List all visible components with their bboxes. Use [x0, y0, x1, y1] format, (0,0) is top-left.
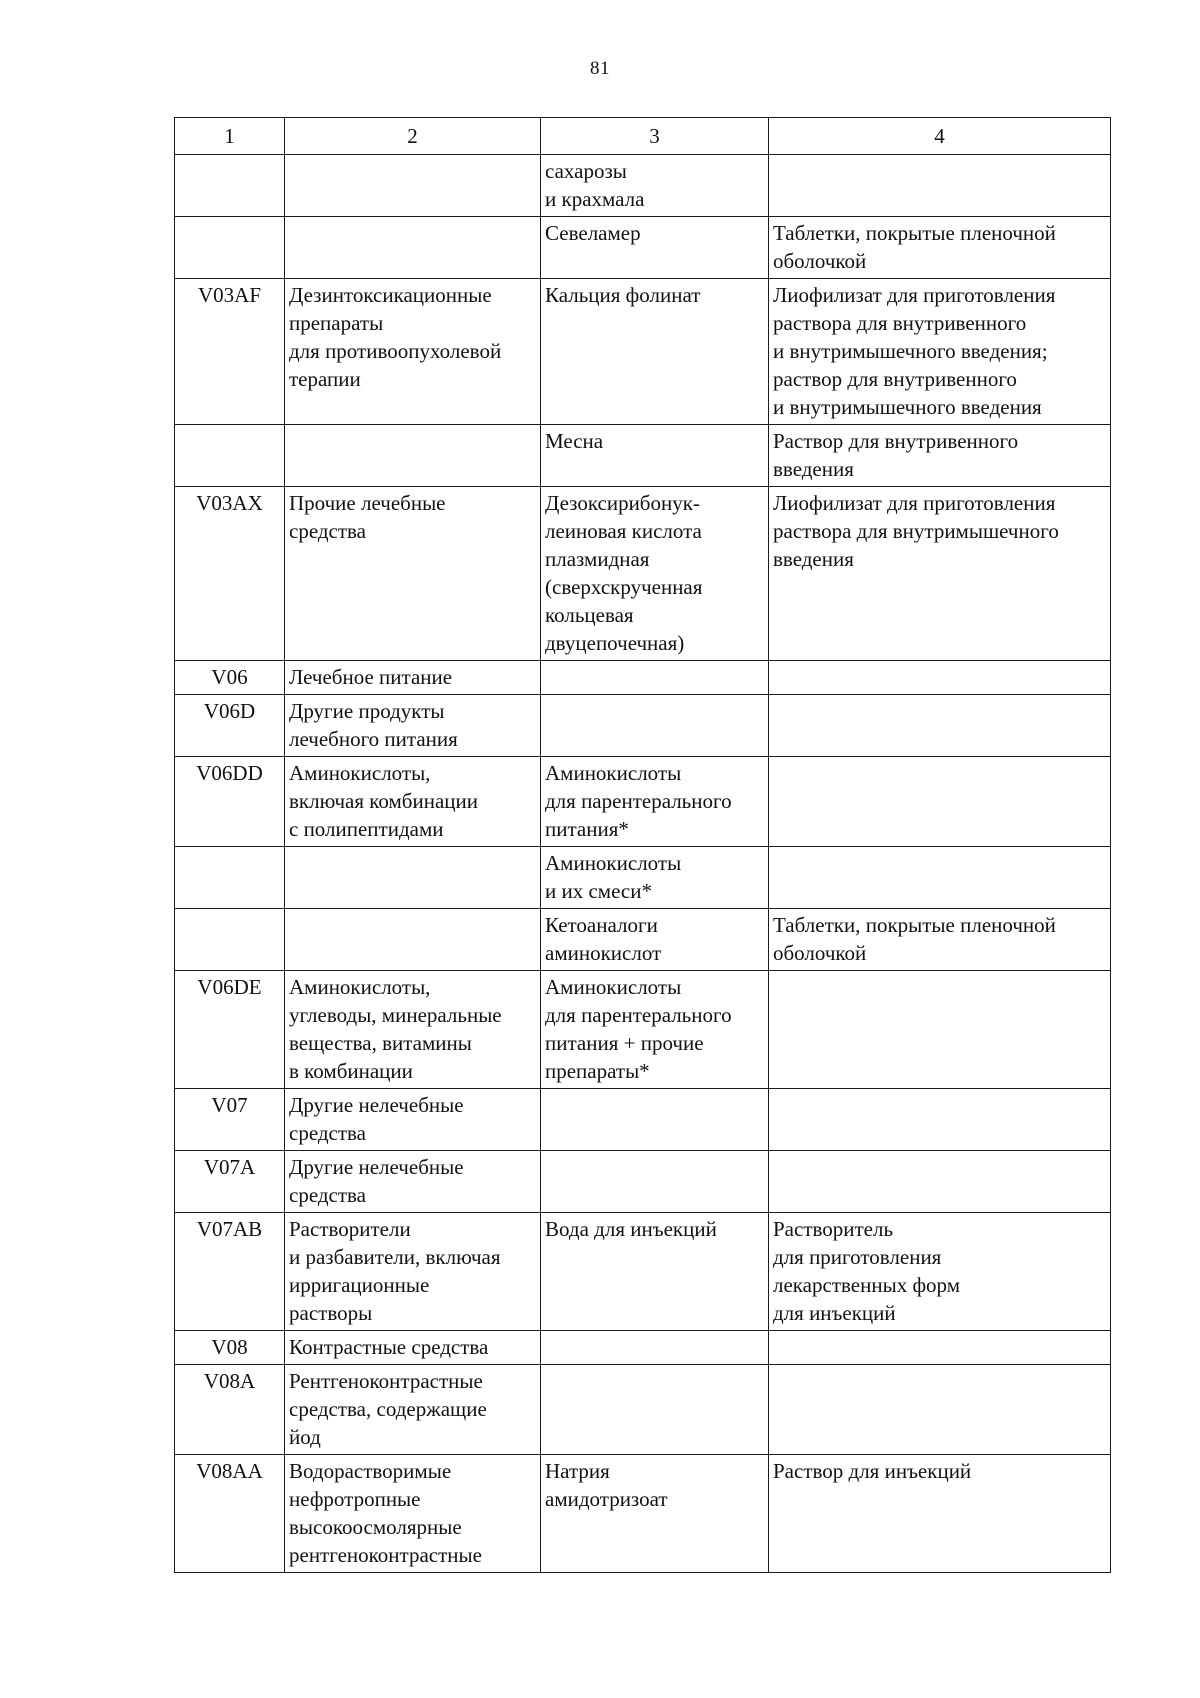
atc-code-cell: V08AA	[175, 1455, 285, 1573]
atc-code-cell: V06D	[175, 695, 285, 757]
form-cell	[769, 757, 1111, 847]
group-cell: Другие продукты лечебного питания	[285, 695, 541, 757]
table-row	[175, 217, 1111, 279]
drug-cell	[541, 661, 769, 695]
table-header-row	[175, 118, 1111, 155]
form-cell	[769, 1089, 1111, 1151]
atc-code-cell: V03AX	[175, 487, 285, 661]
atc-code-cell: V07AB	[175, 1213, 285, 1331]
group-cell	[285, 425, 541, 487]
group-cell: Рентгеноконтрастные средства, содержащие йод	[285, 1365, 541, 1455]
form-cell	[769, 661, 1111, 695]
group-cell: Прочие лечебные средства	[285, 487, 541, 661]
form-cell	[769, 155, 1111, 217]
form-cell	[769, 1331, 1111, 1365]
drug-cell: сахарозы и крахмала	[541, 155, 769, 217]
atc-code-cell: V06	[175, 661, 285, 695]
drug-cell	[541, 1365, 769, 1455]
table-row	[175, 487, 1111, 661]
drug-cell: Аминокислоты и их смеси*	[541, 847, 769, 909]
drug-cell	[541, 1089, 769, 1151]
group-cell: Дезинтоксикационные препараты для противоопухолевой терапии	[285, 279, 541, 425]
drug-cell: Дезоксирибонук- леиновая кислота плазмидная (сверхскрученная кольцевая двуцепочечная)	[541, 487, 769, 661]
atc-code-cell	[175, 847, 285, 909]
table-row	[175, 661, 1111, 695]
table-row	[175, 1365, 1111, 1455]
table-row	[175, 695, 1111, 757]
atc-code-cell	[175, 909, 285, 971]
form-cell: Раствор для внутривенного введения	[769, 425, 1111, 487]
table-row	[175, 1455, 1111, 1573]
drug-cell	[541, 1331, 769, 1365]
table-row	[175, 1151, 1111, 1213]
group-cell: Аминокислоты, включая комбинации с полипептидами	[285, 757, 541, 847]
drug-cell: Аминокислоты для парентерального питания + прочие препараты*	[541, 971, 769, 1089]
atc-code-cell: V08A	[175, 1365, 285, 1455]
column-header-form: 4	[769, 118, 1111, 155]
atc-code-cell	[175, 425, 285, 487]
form-cell: Лиофилизат для приготовления раствора для внутримышечного введения	[769, 487, 1111, 661]
atc-code-cell: V06DE	[175, 971, 285, 1089]
form-cell	[769, 971, 1111, 1089]
group-cell: Водорастворимые нефротропные высокоосмолярные рентгеноконтрастные	[285, 1455, 541, 1573]
table-row	[175, 1331, 1111, 1365]
atc-code-cell: V08	[175, 1331, 285, 1365]
drug-cell: Кетоаналоги аминокислот	[541, 909, 769, 971]
table-row	[175, 1089, 1111, 1151]
drug-cell	[541, 695, 769, 757]
drug-cell: Севеламер	[541, 217, 769, 279]
group-cell	[285, 155, 541, 217]
atc-code-cell: V07A	[175, 1151, 285, 1213]
atc-code-cell	[175, 155, 285, 217]
form-cell: Таблетки, покрытые пленочной оболочкой	[769, 217, 1111, 279]
column-header-drug: 3	[541, 118, 769, 155]
table-row	[175, 847, 1111, 909]
drug-cell: Месна	[541, 425, 769, 487]
group-cell	[285, 909, 541, 971]
drug-cell: Аминокислоты для парентерального питания*	[541, 757, 769, 847]
table-row	[175, 425, 1111, 487]
drug-cell: Натрия амидотризоат	[541, 1455, 769, 1573]
page-number: 81	[590, 58, 610, 79]
drug-table	[174, 117, 1111, 1573]
table-row	[175, 757, 1111, 847]
group-cell: Лечебное питание	[285, 661, 541, 695]
form-cell: Лиофилизат для приготовления раствора для внутривенного и внутримышечного введения; раствор для внутривенного и внутримышечного введения	[769, 279, 1111, 425]
table-row	[175, 1213, 1111, 1331]
column-header-code: 1	[175, 118, 285, 155]
column-header-group: 2	[285, 118, 541, 155]
group-cell: Аминокислоты, углеводы, минеральные вещества, витамины в комбинации	[285, 971, 541, 1089]
atc-code-cell: V06DD	[175, 757, 285, 847]
drug-cell	[541, 1151, 769, 1213]
form-cell	[769, 1365, 1111, 1455]
table-row	[175, 971, 1111, 1089]
form-cell	[769, 695, 1111, 757]
group-cell: Растворители и разбавители, включая ирригационные растворы	[285, 1213, 541, 1331]
group-cell: Другие нелечебные средства	[285, 1151, 541, 1213]
form-cell: Растворитель для приготовления лекарственных форм для инъекций	[769, 1213, 1111, 1331]
group-cell	[285, 217, 541, 279]
atc-code-cell: V03AF	[175, 279, 285, 425]
table-row	[175, 909, 1111, 971]
form-cell: Раствор для инъекций	[769, 1455, 1111, 1573]
form-cell	[769, 1151, 1111, 1213]
atc-code-cell: V07	[175, 1089, 285, 1151]
form-cell	[769, 847, 1111, 909]
table-row	[175, 279, 1111, 425]
drug-cell: Вода для инъекций	[541, 1213, 769, 1331]
group-cell	[285, 847, 541, 909]
table-row	[175, 155, 1111, 217]
group-cell: Контрастные средства	[285, 1331, 541, 1365]
drug-cell: Кальция фолинат	[541, 279, 769, 425]
group-cell: Другие нелечебные средства	[285, 1089, 541, 1151]
atc-code-cell	[175, 217, 285, 279]
form-cell: Таблетки, покрытые пленочной оболочкой	[769, 909, 1111, 971]
